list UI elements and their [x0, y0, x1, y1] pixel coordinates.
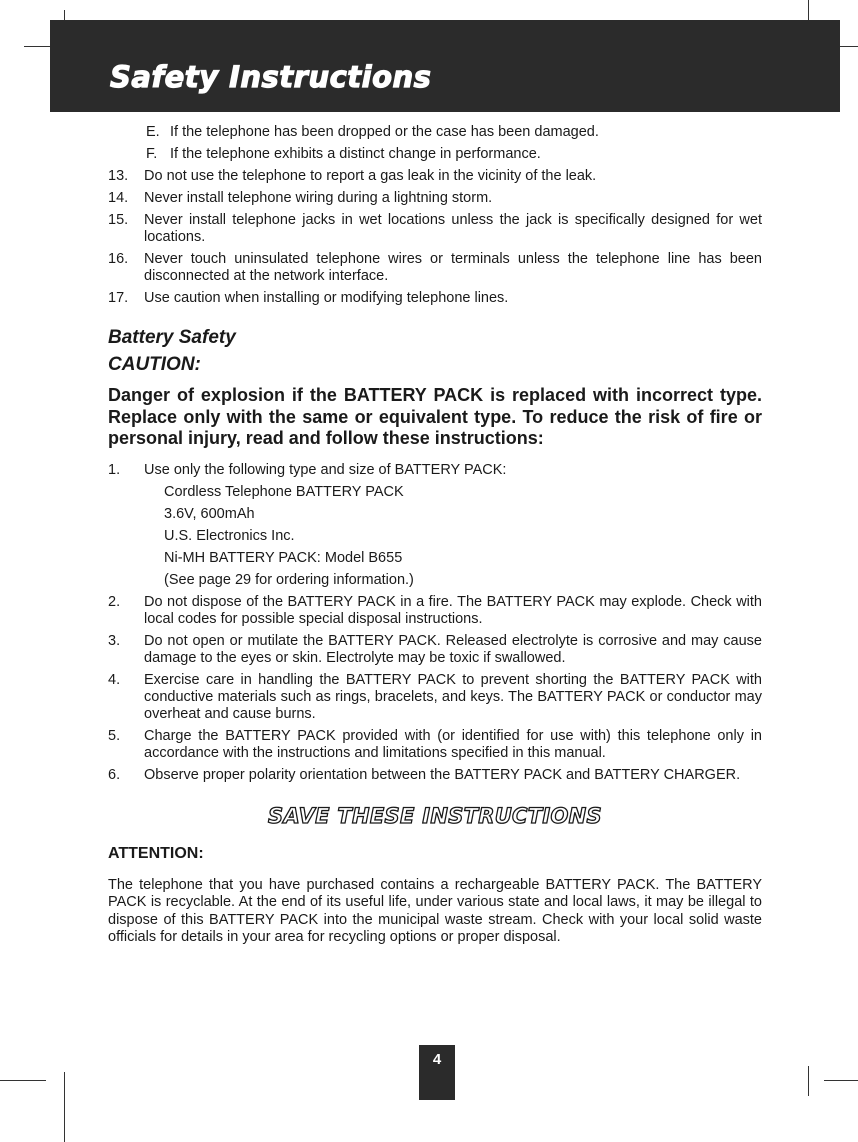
page-title: Safety Instructions: [110, 60, 432, 94]
list-marker: 3.: [108, 632, 121, 649]
spec-line: Ni-MH BATTERY PACK: Model B655: [164, 549, 403, 566]
section-title-battery-safety: Battery Safety: [108, 327, 236, 348]
list-marker: 17.: [108, 290, 129, 306]
list-item: [108, 462, 762, 479]
list-item: [108, 212, 762, 246]
list-item: [108, 290, 762, 307]
list-marker: 13.: [108, 168, 129, 184]
list-text: Never install telephone jacks in wet locations unless the jack is specifically designed for wet locations.: [144, 212, 762, 245]
list-item: [108, 190, 762, 207]
list-item: [108, 728, 762, 762]
list-item: [108, 168, 762, 185]
crop-mark: [824, 1080, 858, 1081]
spec-line: Cordless Telephone BATTERY PACK: [164, 483, 404, 500]
list-marker: 1.: [108, 461, 121, 478]
list-text: If the telephone has been dropped or the case has been damaged.: [170, 124, 599, 140]
list-marker: 6.: [108, 766, 121, 783]
list-item: [108, 251, 762, 285]
list-marker: 4.: [108, 671, 121, 688]
list-item: [108, 146, 762, 163]
list-text: Exercise care in handling the BATTERY PACK to prevent shorting the BATTERY PACK with conductive materials such as rings, bracelets, and keys. The BATTERY PACK or conductor may overheat and cause burns.: [144, 671, 762, 722]
crop-mark: [64, 1072, 65, 1142]
list-marker: 16.: [108, 251, 129, 267]
list-item: [108, 594, 762, 628]
list-marker: 5.: [108, 727, 121, 744]
page-content: [108, 124, 762, 947]
list-text: Charge the BATTERY PACK provided with (or identified for use with) this telephone only in accordance with the instructions and limitations specified in this manual.: [144, 727, 762, 761]
list-marker: 14.: [108, 190, 129, 206]
list-marker: F.: [146, 146, 158, 162]
list-marker: E.: [146, 124, 160, 140]
list-item: [108, 767, 762, 784]
crop-mark: [24, 46, 50, 47]
crop-mark: [64, 10, 65, 20]
list-text: Never touch uninsulated telephone wires or terminals unless the telephone line has been disconnected at the network interface.: [144, 251, 762, 284]
list-text: Observe proper polarity orientation between the BATTERY PACK and BATTERY CHARGER.: [144, 766, 741, 783]
crop-mark: [840, 46, 858, 47]
list-text: Do not dispose of the BATTERY PACK in a fire. The BATTERY PACK may explode. Check with local codes for possible special disposal instructions.: [144, 593, 762, 627]
save-instructions-heading: SAVE THESE INSTRUCTIONS: [268, 803, 602, 828]
crop-mark: [808, 0, 809, 20]
crop-mark: [0, 1080, 46, 1081]
spec-line: 3.6V, 600mAh: [164, 505, 255, 522]
attention-body: The telephone that you have purchased contains a rechargeable BATTERY PACK. The BATTERY PACK is recyclable. At the end of its useful life, under various state and local laws, it may be illegal to dispose of this BATTERY PACK into the municipal waste stream. Check with your local solid waste officials for details in your area for recycling options or proper disposal.: [108, 876, 762, 945]
list-item: [108, 672, 762, 723]
list-marker: 15.: [108, 212, 129, 228]
list-text: Use only the following type and size of BATTERY PACK:: [144, 461, 507, 478]
page-number: 4: [419, 1045, 455, 1100]
list-text: Do not open or mutilate the BATTERY PACK. Released electrolyte is corrosive and may cause damage to the eyes or skin. Electrolyte may be toxic if swallowed.: [144, 632, 762, 666]
list-item: [108, 633, 762, 667]
attention-label: ATTENTION:: [108, 844, 204, 862]
caution-label: CAUTION:: [108, 354, 201, 375]
list-text: If the telephone exhibits a distinct change in performance.: [170, 146, 541, 162]
list-text: Do not use the telephone to report a gas leak in the vicinity of the leak.: [144, 168, 597, 184]
spec-line: (See page 29 for ordering information.): [164, 571, 414, 588]
list-marker: 2.: [108, 593, 121, 610]
list-text: Never install telephone wiring during a lightning storm.: [144, 190, 493, 206]
battery-spec-block: [108, 484, 762, 589]
list-text: Use caution when installing or modifying telephone lines.: [144, 290, 509, 306]
crop-mark: [808, 1066, 809, 1096]
spec-line: U.S. Electronics Inc.: [164, 527, 295, 544]
general-safety-list: [108, 168, 762, 307]
list-item: [108, 124, 762, 141]
explosion-warning: Danger of explosion if the BATTERY PACK is replaced with incorrect type. Replace only with the same or equivalent type. To reduce the risk of fire or personal injury, read and follow these instructions:: [108, 385, 762, 448]
